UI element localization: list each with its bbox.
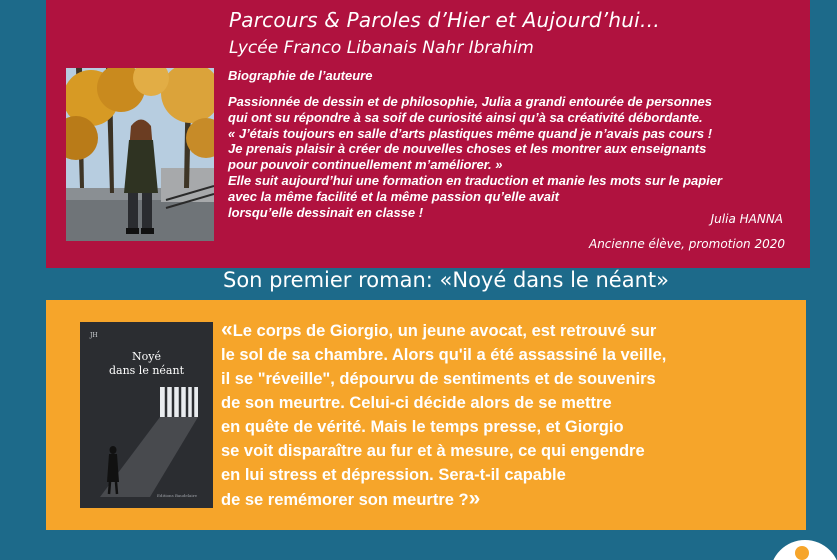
summary-line: de son meurtre. Celui-ci décide alors de se mettre	[221, 394, 612, 412]
author-photo-illustration	[66, 68, 214, 241]
biography-line: avec la même facilité et la même passion qu’elle avait	[228, 188, 559, 204]
book-cover-illustration	[80, 322, 213, 508]
novel-panel	[46, 300, 806, 530]
biography-line: lorsqu’elle dessinait en classe !	[228, 204, 424, 220]
biography-heading: Biographie de l’auteure	[228, 68, 373, 83]
summary-line-text: de se remémorer son meurtre ?	[221, 491, 469, 509]
summary-line: en quête de vérité. Mais le temps presse, et Giorgio	[221, 418, 624, 436]
biography-line: Passionnée de dessin et de philosophie, Julia a grandi entourée de personnes	[228, 94, 713, 109]
novel-heading: Son premier roman: «Noyé dans le néant»	[223, 268, 669, 292]
page-title: Parcours & Paroles d’Hier et Aujourd’hui…	[229, 8, 661, 32]
closing-quote-mark: »	[468, 487, 481, 510]
biography-line: Elle suit aujourd’hui une formation en traduction et manie les mots sur le papier	[228, 172, 723, 188]
book-cover-title-line: dans le néant	[108, 364, 184, 377]
novel-summary	[221, 318, 781, 512]
summary-line: se voit disparaître au fur et à mesure, ce qui engendre	[221, 442, 645, 460]
book-cover-title-line: Noyé	[132, 350, 161, 363]
biography-line: qui ont su répondre à sa soif de curiosité ainsi qu’à sa créativité débordante.	[228, 109, 703, 125]
book-cover	[80, 322, 213, 508]
author-signature: Julia HANNA	[710, 212, 783, 226]
summary-line-text: Le corps de Giorgio, un jeune avocat, est retrouvé sur	[232, 322, 657, 340]
summary-line: le sol de sa chambre. Alors qu'il a été assassiné la veille,	[221, 346, 667, 364]
summary-line: il se "réveille", dépourvu de sentiments et de souvenirs	[221, 370, 656, 388]
book-cover-author: JH	[90, 332, 98, 339]
biography-line: pour pouvoir continuellement m’améliorer. »	[228, 157, 503, 173]
biography-line: Je prenais plaisir à créer de nouvelles choses et les montrer aux enseignants	[228, 141, 707, 157]
author-promotion: Ancienne élève, promotion 2020	[588, 237, 785, 251]
summary-line: en lui stress et dépression. Sera-t-il capable	[221, 466, 566, 484]
school-name: Lycée Franco Libanais Nahr Ibrahim	[229, 38, 534, 58]
corner-logo-dot	[795, 546, 809, 560]
summary-line	[221, 318, 781, 343]
opening-quote-mark: «	[221, 318, 233, 341]
biography-line: « J’étais toujours en salle d’arts plastiques même quand je n’avais pas cours !	[228, 125, 713, 141]
biography-panel	[46, 0, 810, 268]
author-photo	[66, 68, 214, 241]
biography-text	[228, 94, 798, 220]
summary-line	[221, 487, 781, 512]
book-cover-publisher: Editions Baudelaire	[156, 493, 197, 498]
